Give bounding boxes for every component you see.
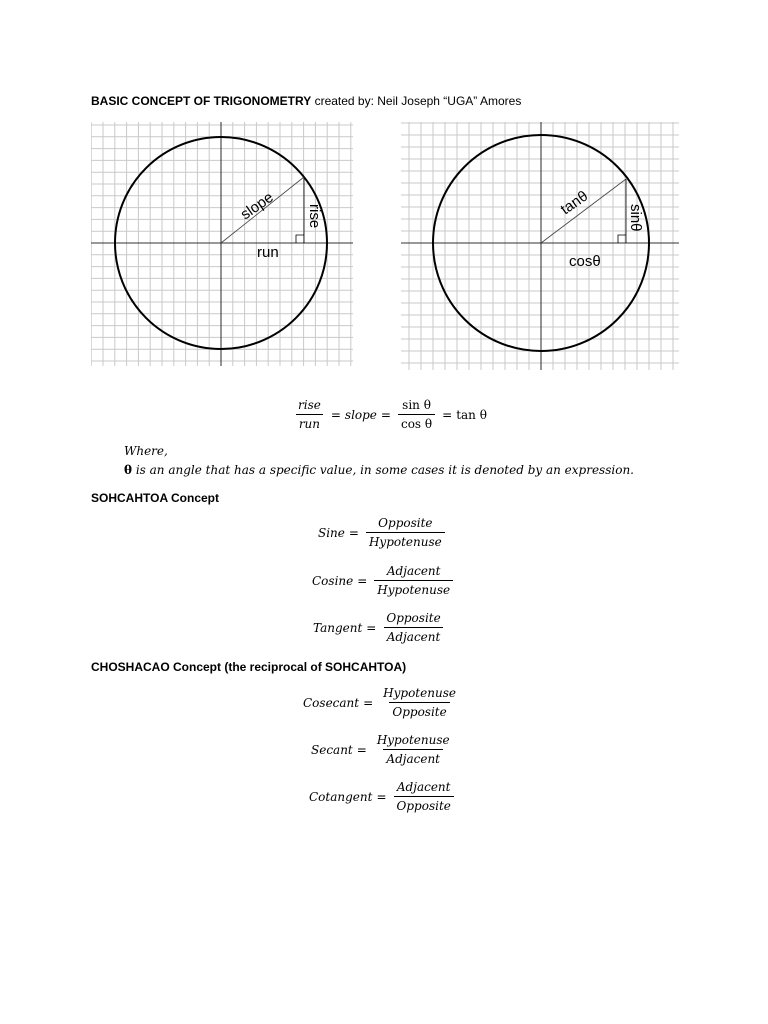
numerator: Adjacent — [396, 780, 451, 794]
ratio — [366, 516, 445, 549]
denominator: cos θ — [398, 414, 435, 431]
denominator: run — [296, 414, 323, 431]
function-name: Tangent — [313, 620, 363, 635]
numerator: Hypotenuse — [383, 686, 456, 700]
ratio — [383, 611, 443, 644]
theta-definition — [124, 463, 634, 477]
slope-term: slope — [344, 407, 377, 422]
numerator: Opposite — [378, 516, 433, 530]
numerator: Adjacent — [386, 564, 441, 578]
label-slope: slope — [237, 188, 277, 224]
equals-sign: = — [366, 620, 377, 635]
title-author: created by: Neil Joseph “UGA” Amores — [311, 94, 522, 108]
label-sin: sinθ — [627, 204, 644, 232]
unit-circle-trig-figure — [401, 122, 679, 370]
main-equation — [292, 398, 487, 431]
ratio — [380, 686, 459, 719]
secant-equation — [311, 733, 456, 766]
equals-sign: = — [442, 407, 453, 422]
sin-over-cos — [398, 398, 435, 431]
sohcahtoa-heading: SOHCAHTOA Concept — [91, 491, 220, 505]
function-name: Secant — [311, 742, 353, 757]
label-tan: tanθ — [557, 187, 592, 219]
denominator: Opposite — [389, 702, 449, 719]
denominator: Hypotenuse — [366, 532, 445, 549]
tan-term: tan θ — [456, 407, 487, 422]
function-name: Sine — [318, 525, 345, 540]
cosine-equation — [312, 564, 456, 597]
numerator: sin θ — [402, 398, 431, 412]
grid — [91, 122, 353, 366]
denominator: Adjacent — [384, 627, 444, 644]
title-bold: BASIC CONCEPT OF TRIGONOMETRY — [91, 94, 312, 108]
theta-symbol: θ — [124, 463, 133, 477]
grid — [401, 122, 679, 370]
function-name: Cosine — [312, 573, 354, 588]
choshacao-heading: CHOSHACAO Concept (the reciprocal of SOHCAHTOA) — [91, 660, 407, 674]
label-rise: rise — [306, 204, 323, 229]
equals-sign: = — [348, 525, 359, 540]
equals-sign: = — [357, 573, 368, 588]
label-run: run — [257, 244, 279, 261]
sine-equation — [318, 516, 448, 549]
denominator: Adjacent — [383, 749, 443, 766]
numerator: Hypotenuse — [376, 733, 450, 747]
ratio — [374, 564, 453, 597]
theta-text: is an angle that has a specific value, in some cases it is denoted by an expression. — [132, 463, 634, 477]
equals-sign: = — [356, 742, 367, 757]
equals-sign: = — [363, 695, 374, 710]
function-name: Cosecant — [303, 695, 360, 710]
numerator: rise — [298, 398, 321, 412]
right-angle-marker — [296, 235, 304, 243]
cosecant-equation — [303, 686, 462, 719]
denominator: Opposite — [394, 796, 454, 813]
equals-sign: = — [380, 407, 391, 422]
ratio — [374, 733, 453, 766]
rise-over-run — [295, 398, 324, 431]
denominator: Hypotenuse — [374, 580, 453, 597]
equals-sign: = — [376, 789, 387, 804]
function-name: Cotangent — [309, 789, 373, 804]
equals-sign: = — [330, 407, 341, 422]
tangent-equation — [313, 611, 447, 644]
unit-circle-slope-figure — [91, 122, 353, 366]
document-title — [91, 94, 521, 108]
where-label: Where, — [124, 444, 168, 458]
cotangent-equation — [309, 780, 457, 813]
numerator: Opposite — [386, 611, 441, 625]
label-cos: cosθ — [569, 253, 601, 270]
ratio — [394, 780, 454, 813]
